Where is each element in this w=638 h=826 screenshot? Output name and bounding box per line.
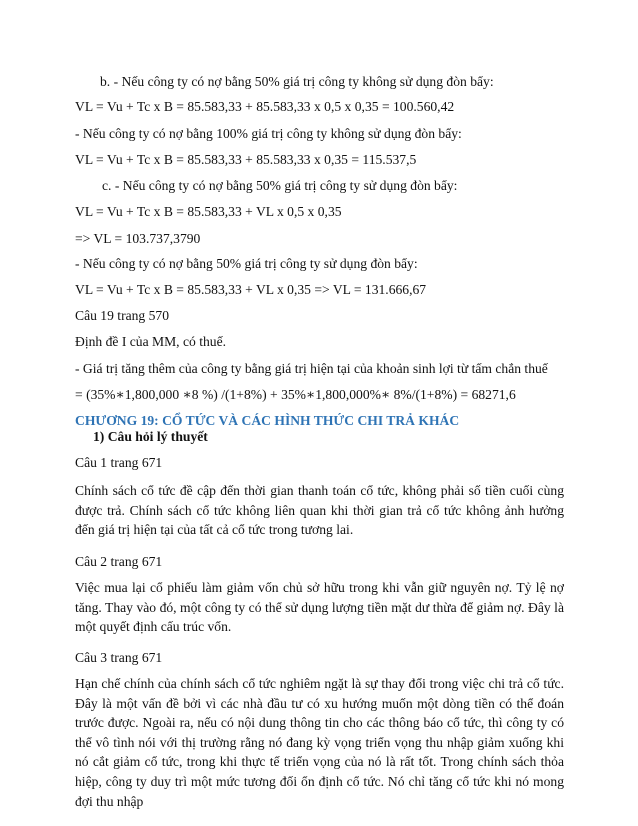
question-3-label: Câu 3 trang 671 xyxy=(75,650,163,665)
chapter-heading: CHƯƠNG 19: CỔ TỨC VÀ CÁC HÌNH THỨC CHI TRẢ KHÁC xyxy=(75,413,460,428)
leverage-50-line: - Nếu công ty có nợ bằng 50% giá trị công ty sử dụng đòn bẩy: xyxy=(75,256,418,271)
proposition-line: Định đề I của MM, có thuế. xyxy=(75,334,227,349)
leverage-case-c-line: c. - Nếu công ty có nợ bằng 50% giá trị công ty sử dụng đòn bẩy: xyxy=(102,178,458,193)
question-1-answer: Chính sách cổ tức đề cập đến thời gian thanh toán cổ tức, không phải số tiền cuối cùng được trả. Chính sách cổ tức không liên quan khi thời gian trả cổ tức không ảnh hưởng đến giá trị hiện tại của tất cả cổ tức trong tương lai. xyxy=(75,483,564,538)
question-19-label: Câu 19 trang 570 xyxy=(75,308,170,323)
equation-line: VL = Vu + Tc x B = 85.583,33 + VL x 0,35 => VL = 131.666,67 xyxy=(75,282,427,297)
tax-shield-equation: = (35%∗1,800,000 ∗8 %) /(1+8%) + 35%∗1,800,000%∗ 8%/(1+8%) = 68271,6 xyxy=(75,387,516,402)
section-heading: 1) Câu hỏi lý thuyết xyxy=(93,429,208,444)
equation-line: VL = Vu + Tc x B = 85.583,33 + VL x 0,5 x 0,35 xyxy=(75,204,342,219)
question-2-label: Câu 2 trang 671 xyxy=(75,554,163,569)
leverage-100-line: - Nếu công ty có nợ bằng 100% giá trị công ty không sử dụng đòn bẩy: xyxy=(75,126,462,141)
question-2-answer: Việc mua lại cổ phiếu làm giảm vốn chủ sở hữu trong khi vẫn giữ nguyên nợ. Tỷ lệ nợ tăng. Thay vào đó, một công ty có thể sử dụng lượng tiền mặt dư thừa để giảm nợ. Đây là một quyết định cấu trúc vốn. xyxy=(75,580,564,635)
equation-line: VL = Vu + Tc x B = 85.583,33 + 85.583,33 x 0,35 = 115.537,5 xyxy=(75,152,417,167)
equation-line: VL = Vu + Tc x B = 85.583,33 + 85.583,33 x 0,5 x 0,35 = 100.560,42 xyxy=(75,99,455,114)
tax-shield-line: - Giá trị tăng thêm của công ty bằng giá trị hiện tại của khoản sinh lợi từ tấm chắn thuế xyxy=(75,361,548,376)
equation-result-line: => VL = 103.737,3790 xyxy=(75,231,201,246)
question-1-label: Câu 1 trang 671 xyxy=(75,455,163,470)
leverage-case-b-line: b. - Nếu công ty có nợ bằng 50% giá trị công ty không sử dụng đòn bẩy: xyxy=(100,74,494,89)
question-3-answer: Hạn chế chính của chính sách cổ tức nghiêm ngặt là sự thay đổi trong việc chi trả cổ tức. Đây là một vấn đề bởi vì các nhà đầu tư có xu hướng muốn một dòng tiền có thể đoán trước được. Ngoài ra, nếu có nội dung thông tin cho các thông báo cổ tức, thì công ty có thể vô tình nói với thị trường rằng nó đang kỳ vọng triển vọng thu nhập giảm xuống khi nó cắt giảm cổ tức, trong khi thực tế triển vọng của nó là rất tốt. Trong chính sách thỏa hiệp, công ty duy trì một mức tương đối ổn định cổ tức. Nó chỉ tăng cổ tức khi nó mong đợi thu nhập xyxy=(75,676,564,809)
